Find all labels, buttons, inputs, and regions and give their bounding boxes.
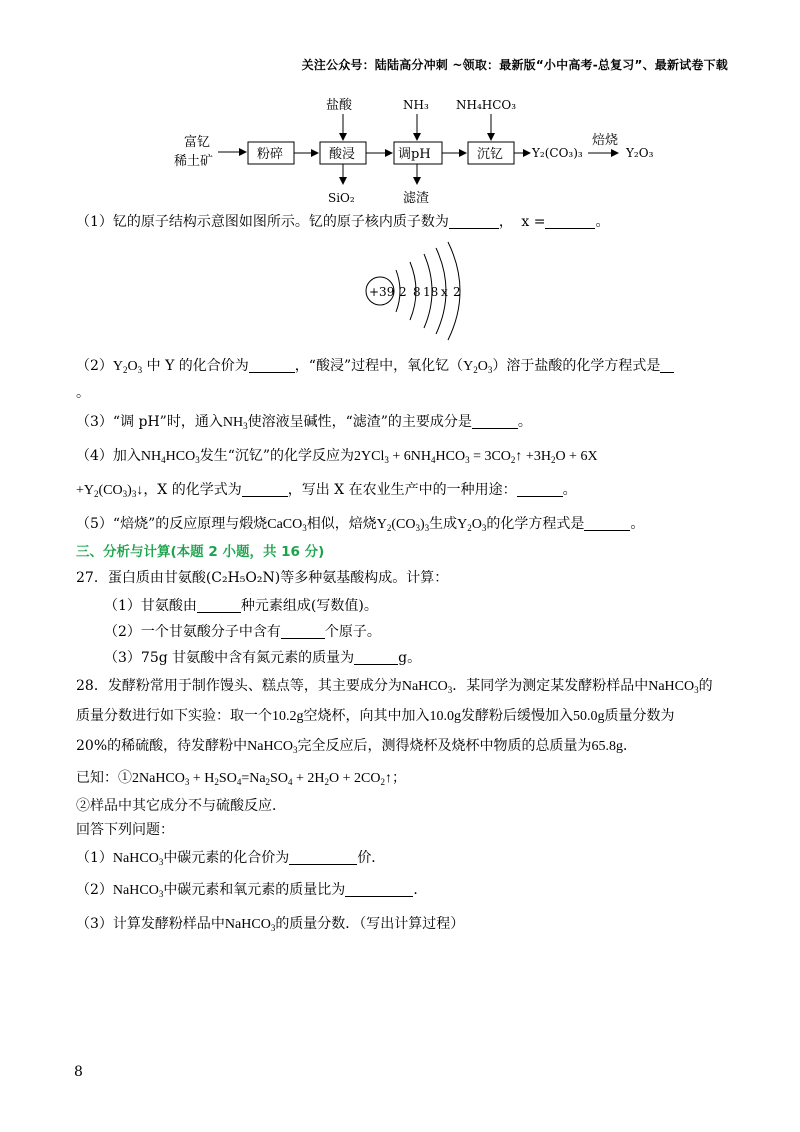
q27-1: （1）甘氨酸由 种元素组成(写数值)。 — [104, 598, 378, 614]
shell-4: x — [441, 285, 448, 299]
step-crush: 粉碎 — [257, 147, 284, 162]
q28-2: （2）NaHCO$_3$中碳元素和氧元素的质量比为 ． — [76, 882, 428, 899]
answer-blank[interactable] — [660, 358, 674, 373]
input-nh3: NH₃ — [403, 98, 429, 112]
step-acid: 酸浸 — [329, 147, 356, 162]
shell-1: 2 — [399, 285, 407, 299]
nucleus-charge: +39 — [369, 285, 395, 299]
section-3-title: 三、分析与计算(本题 2 小题，共 16 分) — [76, 544, 325, 560]
q26-2-end: 。 — [76, 385, 90, 401]
flow-start-2: 稀土矿 — [174, 154, 214, 169]
answer-blank[interactable] — [517, 482, 563, 497]
answer-blank[interactable] — [242, 482, 288, 497]
answer-blank[interactable] — [545, 214, 595, 229]
input-hcl: 盐酸 — [326, 98, 353, 113]
answer-blank[interactable] — [289, 850, 357, 865]
atom-structure-diagram — [360, 236, 470, 346]
q26-4b: $+Y_2(CO_3)_3↓$，X 的化学式为 ，写出 X 在农业生产中的一种用途： 。 — [76, 482, 577, 499]
product-y2co3: Y₂(CO₃)₃ — [532, 146, 583, 160]
step-ph: 调pH — [398, 147, 431, 162]
q26-1: （1）钇的原子结构示意图如图所示。钇的原子核内质子数为 ， x = 。 — [76, 214, 610, 230]
shell-3: 18 — [423, 285, 439, 299]
q28-answer-prompt: 回答下列问题： — [76, 822, 174, 838]
shell-2: 8 — [413, 285, 421, 299]
q27-3: （3）75g 甘氨酸中含有氮元素的质量为 g。 — [104, 650, 422, 666]
output-residue: 滤渣 — [403, 191, 430, 206]
flow-start-1: 富钇 — [184, 135, 211, 150]
answer-blank[interactable] — [472, 414, 518, 429]
q26-4: （4）加入$NH_4HCO_3$发生“沉钇”的化学反应为$2YCl_3 + 6NH_4HCO_3$ = $3CO_2↑ +3H_2O + 6X$ — [76, 448, 598, 465]
process-flow-diagram — [160, 92, 680, 212]
q28-line-1: 28．发酵粉常用于制作馒头、糕点等，其主要成分为NaHCO$_3$．某同学为测定某发酵粉样品中NaHCO$_3$的 — [76, 678, 713, 695]
q26-2: $(2)Y_2O_3$ 中 Y 的化合价为 ，“酸浸”过程中，氧化钇$(Y_2O_3)$溶于盐酸的化学方程式是 — [76, 356, 674, 380]
product-y2o3: Y₂O₃ — [626, 146, 654, 160]
q26-3: （3）“调 pH”时，通入$NH_3$使溶液呈碱性，“滤渣”的主要成分是 。 — [76, 414, 532, 431]
page-number: 8 — [74, 1064, 83, 1080]
output-sio2: SiO₂ — [328, 191, 355, 205]
q28-line-2: 质量分数进行如下实验：取一个10.2g空烧杯，向其中加入10.0g发酵粉后缓慢加入50.0g质量分数为 — [76, 708, 675, 724]
answer-blank[interactable] — [354, 650, 398, 665]
shell-5: 2 — [453, 285, 461, 299]
q28-condition-2: ②样品中其它成分不与硫酸反应． — [76, 798, 286, 814]
q27-stem: 27．蛋白质由甘氨酸(C₂H₅O₂N)等多种氨基酸构成。计算： — [76, 570, 449, 586]
q28-line-3: 20%的稀硫酸，待发酵粉中NaHCO$_3$完全反应后，测得烧杯及烧杯中物质的总质量为65.8g． — [76, 738, 638, 755]
page-header: 关注公众号：陆陆高分冲刺 ~领取：最新版“小中高考-总复习”、最新试卷下载 — [301, 58, 728, 72]
answer-blank[interactable] — [249, 358, 295, 373]
q28-known: 已知：①2NaHCO$_3$ + $H_2SO_4=Na_2SO_4 + 2H_2O$ + $2CO_2↑$； — [76, 770, 406, 787]
q28-3: （3）计算发酵粉样品中NaHCO$_3$的质量分数．（写出计算过程） — [76, 916, 465, 933]
q27-2: （2）一个甘氨酸分子中含有 个原子。 — [104, 624, 381, 640]
q26-5: （5）“焙烧”的反应原理与煅烧CaCO$_3$相似，焙烧$Y_2(CO_3)_3$生成$Y_2O_3$的化学方程式是 。 — [76, 516, 645, 533]
input-nh4hco3: NH₄HCO₃ — [456, 98, 517, 112]
answer-blank[interactable] — [345, 882, 413, 897]
step-precipitate: 沉钇 — [477, 147, 504, 162]
answer-blank[interactable] — [197, 598, 241, 613]
q28-1: （1）NaHCO$_3$中碳元素的化合价为 价． — [76, 850, 386, 867]
roast-label: 焙烧 — [592, 133, 619, 148]
answer-blank[interactable] — [584, 516, 630, 531]
answer-blank[interactable] — [281, 624, 325, 639]
answer-blank[interactable] — [449, 214, 499, 229]
